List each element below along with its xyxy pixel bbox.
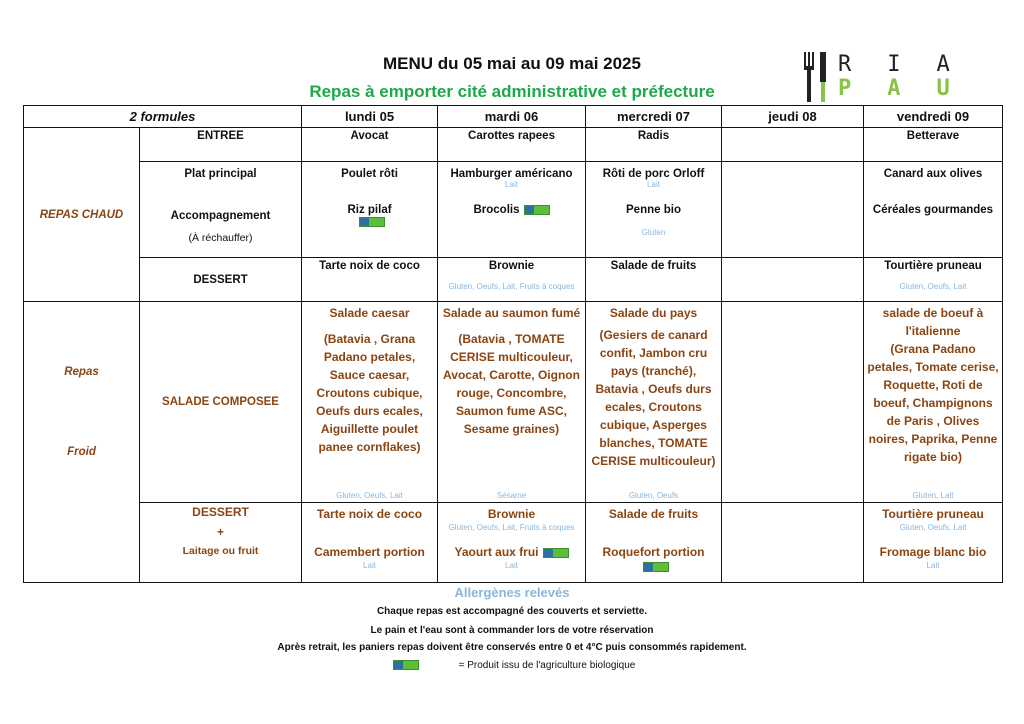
salade-cell	[586, 302, 722, 502]
salade-detail: (Batavia , TOMATE CERISE multicouleur, Avocat, Carotte, Oignon rouge, Concombre, Saumon fume ASC, Sesame graines)	[443, 332, 580, 437]
plat-cell	[438, 162, 586, 258]
laitage-allergens: Lait	[926, 560, 940, 570]
plat-cell	[722, 162, 864, 258]
laitage-label: Laitage ou fruit	[182, 544, 259, 557]
page-title: MENU du 05 mai au 09 mai 2025	[383, 54, 641, 73]
bio-label-icon	[524, 205, 550, 215]
logo-bottom-text: PAU	[838, 76, 986, 101]
dessert2-allergens	[305, 523, 434, 535]
laitage-name-text: Yaourt aux frui	[454, 544, 539, 559]
froid-label-1: Repas	[64, 366, 99, 379]
dessert-allergens: Gluten, Oeufs, Lait	[899, 282, 967, 292]
plat-cell	[864, 162, 1003, 258]
entree-cell	[722, 128, 864, 162]
repas-chaud-label: REPAS CHAUD	[24, 128, 140, 302]
accomp-name	[441, 204, 582, 216]
salade-label: SALADE COMPOSEE	[140, 302, 302, 502]
salade-name: Salade caesar	[329, 306, 410, 321]
bio-label-icon	[543, 548, 569, 558]
salade-cell	[864, 302, 1003, 502]
salade-allergens: Gluten, Lait	[912, 490, 954, 500]
salade-detail: (Gesiers de canard confit, Jambon cru pays (tranché), Batavia , Oeufs durs ecales, Croutons cubique, Asperges blanches, TOMATE CERISE multicouleur)	[591, 328, 716, 469]
plat-cell	[302, 162, 438, 258]
bio-label-icon	[643, 562, 669, 572]
dessert2-allergens	[589, 523, 718, 535]
bio-label-icon	[359, 217, 385, 227]
laitage-name: Camembert portion	[314, 544, 425, 559]
plat-cell	[586, 162, 722, 258]
menu-table	[23, 105, 1003, 583]
plat-accomp-labels	[140, 162, 302, 258]
laitage-allergens: Lait	[505, 560, 518, 570]
plat-allergens	[867, 180, 999, 190]
ria-pau-logo	[800, 50, 986, 106]
reheat-label: (À réchauffer)	[188, 232, 253, 245]
entree-cell: Avocat	[302, 128, 438, 162]
dessert-cell	[864, 258, 1003, 302]
salade-detail: (Grana Padano petales, Tomate cerise, Roquette, Roti de boeuf, Champignons de Paris , Olives noires, Paprika, Penne rigate bio)	[867, 342, 999, 465]
day-header: mercredi 07	[586, 106, 722, 128]
dessert-cell	[722, 258, 864, 302]
salade-detail: (Batavia , Grana Padano petales, Sauce caesar, Croutons cubique, Oeufs durs ecales, Aiguillette poulet panee cornflakes)	[316, 332, 423, 455]
plat-label: Plat principal	[184, 168, 257, 181]
bio-legend-text: = Produit issu de l'agriculture biologique	[458, 660, 636, 671]
froid-label-2: Froid	[67, 446, 96, 459]
entree-cell: Carottes rapees	[438, 128, 586, 162]
footer-line-2: Le pain et l'eau sont à commander lors de votre réservation	[370, 625, 654, 636]
salade-name: Salade au saumon fumé	[442, 306, 581, 321]
footer-line-3: Après retrait, les paniers repas doivent être conservés entre 0 et 4°C puis consommés rapidement.	[277, 642, 747, 653]
salade-allergens: Gluten, Oeufs, Lait	[336, 490, 403, 500]
salade-allergens: Sésame	[496, 490, 527, 500]
accomp-label: Accompagnement	[170, 210, 271, 223]
entree-cell: Betterave	[864, 128, 1003, 162]
accomp-name: Riz pilaf	[347, 204, 392, 217]
dessert2-allergens: Gluten, Oeufs, Lait	[899, 522, 967, 532]
plat-name: Hamburger américano	[450, 168, 573, 181]
dessert2-name: Tarte noix de coco	[316, 506, 423, 521]
salade-cell	[302, 302, 438, 502]
dessert2-name: Tourtière pruneau	[882, 506, 984, 521]
laitage-name: Fromage blanc bio	[879, 544, 987, 559]
dessert-cell	[586, 258, 722, 302]
salade-cell	[438, 302, 586, 502]
salade-name: salade de boeuf à l'italienne	[882, 306, 984, 339]
allergens-note: Allergènes relevés	[454, 585, 570, 600]
bio-label-icon	[393, 660, 419, 670]
entree-cell: Radis	[586, 128, 722, 162]
footer-line-1: Chaque repas est accompagné des couverts et serviette.	[376, 606, 648, 617]
accomp-name-text: Brocolis	[473, 204, 520, 217]
salade-name: Salade du pays	[609, 306, 698, 321]
laitage-name	[441, 543, 582, 561]
logo-top-text: RIA	[838, 52, 986, 77]
fork-knife-icon	[800, 52, 830, 106]
dessert-name: Tarte noix de coco	[319, 260, 420, 273]
day-header: mardi 06	[438, 106, 586, 128]
dessert2-name: Salade de fruits	[608, 506, 699, 521]
plat-name: Rôti de porc Orloff	[602, 168, 705, 181]
plat-allergens	[305, 180, 434, 190]
dessert-name: Brownie	[488, 260, 535, 273]
dessert2-cell	[722, 502, 864, 582]
dessert2-cell	[586, 502, 722, 582]
accomp-allergens: Gluten	[641, 228, 666, 238]
dessert-allergens: Gluten, Oeufs, Lait, Fruits à coques	[448, 282, 575, 292]
dessert2-label: DESSERT	[192, 504, 249, 519]
dessert-label: DESSERT	[140, 258, 302, 302]
page-subtitle: Repas à emporter cité administrative et préfecture	[309, 82, 715, 101]
repas-froid-label	[24, 302, 140, 583]
dessert2-allergens: Gluten, Oeufs, Lait, Fruits à coques	[448, 522, 575, 532]
dessert2-cell	[864, 502, 1003, 582]
salade-allergens: Gluten, Oeufs	[628, 490, 679, 500]
entree-label: ENTREE	[140, 128, 302, 162]
day-header: lundi 05	[302, 106, 438, 128]
dessert-laitage-labels	[140, 502, 302, 582]
day-header: jeudi 08	[722, 106, 864, 128]
formules-header: 2 formules	[24, 106, 302, 128]
dessert2-cell	[438, 502, 586, 582]
plat-name: Canard aux olives	[883, 168, 983, 181]
day-header: vendredi 09	[864, 106, 1003, 128]
laitage-allergens: Lait	[363, 560, 376, 570]
dessert-name: Salade de fruits	[610, 260, 697, 273]
accomp-name: Penne bio	[626, 204, 681, 217]
salade-cell	[722, 302, 864, 502]
plat-name: Poulet rôti	[341, 168, 398, 181]
plat-allergens: Lait	[505, 180, 518, 190]
dessert2-name: Brownie	[487, 506, 536, 521]
dessert-name: Tourtière pruneau	[884, 260, 982, 273]
dessert-cell	[438, 258, 586, 302]
dessert2-cell	[302, 502, 438, 582]
plus-label: +	[216, 524, 224, 539]
dessert-cell	[302, 258, 438, 302]
accomp-name: Céréales gourmandes	[872, 204, 994, 217]
laitage-name: Roquefort portion	[602, 544, 705, 559]
bio-legend	[0, 660, 1024, 671]
plat-allergens: Lait	[647, 180, 660, 190]
